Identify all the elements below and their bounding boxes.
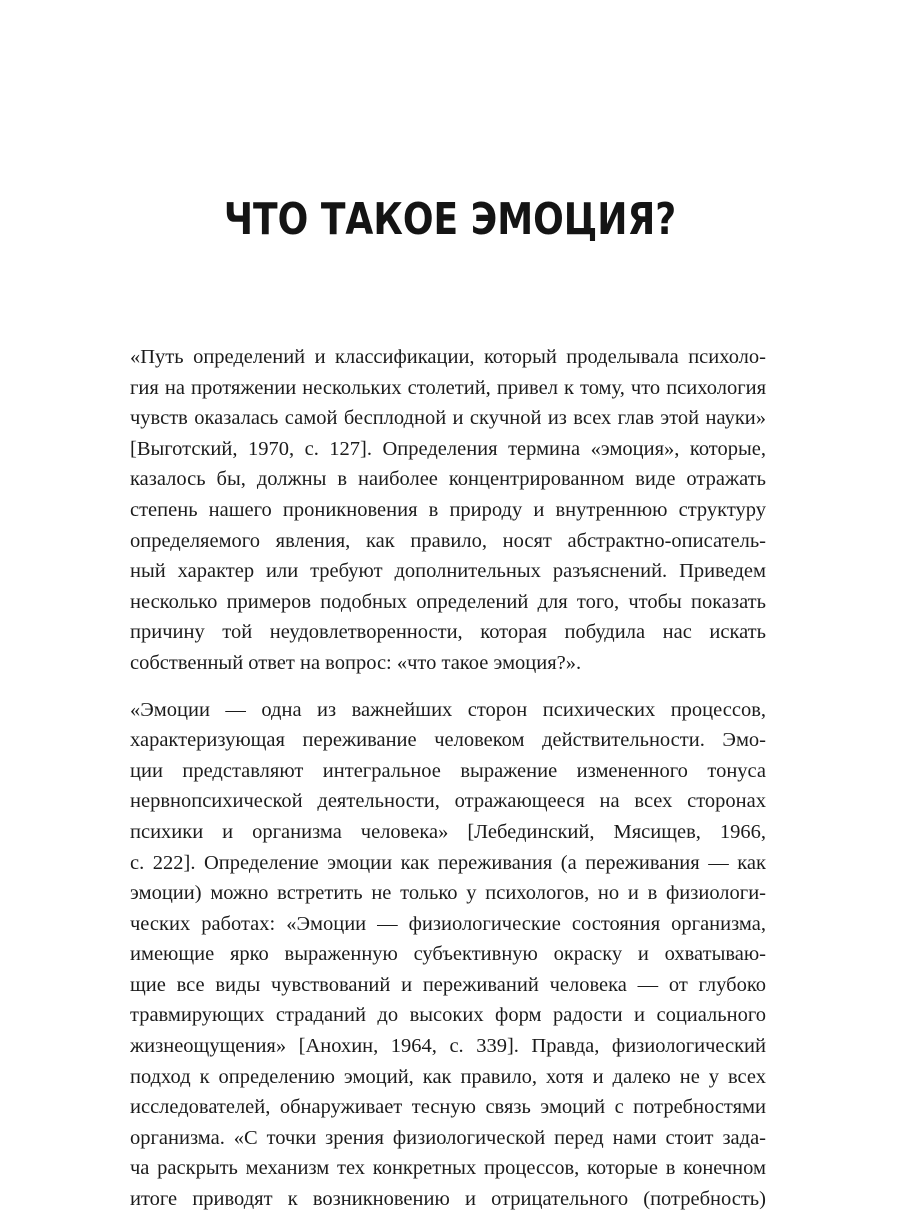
text-line: эмоции) можно встретить не только у психологов, но и в физиологи- — [130, 882, 766, 905]
text-line: жизнеощущения» [Анохин, 1964, с. 339]. Правда, физиологический — [130, 1035, 766, 1058]
text-line: подход к определению эмоций, как правило, хотя и далеко не у всех — [130, 1065, 766, 1088]
text-line: казалось бы, должны в наиболее концентрированном виде отражать — [130, 468, 766, 491]
paragraph-2 — [130, 695, 766, 1215]
text-line: «Эмоции — одна из важнейших сторон психических процессов, — [130, 698, 766, 721]
text-line: характеризующая переживание человеком действительности. Эмо- — [130, 729, 766, 752]
chapter-title: ЧТО ТАКОЕ ЭМОЦИЯ? — [223, 194, 677, 246]
text-line: [Выготский, 1970, с. 127]. Определения термина «эмоция», которые, — [130, 437, 766, 460]
text-line: несколько примеров подобных определений для того, чтобы показать — [130, 590, 766, 613]
text-line: гия на протяжении нескольких столетий, привел к тому, что психология — [130, 376, 766, 399]
text-line: с. 222]. Определение эмоции как переживания (а переживания — как — [130, 851, 766, 874]
text-line: ный характер или требуют дополнительных разъяснений. Приведем — [130, 560, 766, 583]
text-line: причину той неудовлетворенности, которая побудила нас искать — [130, 621, 766, 644]
text-line: определяемого явления, как правило, носят абстрактно-описатель- — [130, 529, 766, 552]
text-line: имеющие ярко выраженную субъективную окраску и охватываю- — [130, 943, 766, 966]
body-text — [130, 342, 766, 1215]
text-line: нервнопсихической деятельности, отражающееся на всех сторонах — [130, 790, 766, 813]
text-line: «Путь определений и классификации, который проделывала психоло- — [130, 346, 766, 368]
text-line: итоге приводят к возникновению и отрицательного (потребность) — [130, 1188, 766, 1211]
text-line: щие все виды чувствований и переживаний человека — от глубоко — [130, 973, 766, 996]
text-line: травмирующих страданий до высоких форм радости и социального — [130, 1004, 766, 1027]
text-line: психики и организма человека» [Лебединский, Мясищев, 1966, — [130, 820, 766, 843]
text-line: чувств оказалась самой бесплодной и скучной из всех глав этой науки» — [130, 407, 766, 430]
text-line: организма. «С точки зрения физиологической перед нами стоит зада- — [130, 1126, 766, 1149]
text-line: степень нашего проникновения в природу и внутреннюю структуру — [130, 498, 766, 521]
text-line: ции представляют интегральное выражение измененного тонуса — [130, 759, 766, 782]
text-line: ча раскрыть механизм тех конкретных процессов, которые в конечном — [130, 1157, 766, 1180]
text-line: ческих работах: «Эмоции — физиологические состояния организма, — [130, 912, 766, 935]
paragraph-1 — [130, 342, 766, 679]
text-line: собственный ответ на вопрос: «что такое эмоция?». — [130, 651, 582, 674]
text-line: исследователей, обнаруживает тесную связь эмоций с потребностями — [130, 1096, 766, 1119]
